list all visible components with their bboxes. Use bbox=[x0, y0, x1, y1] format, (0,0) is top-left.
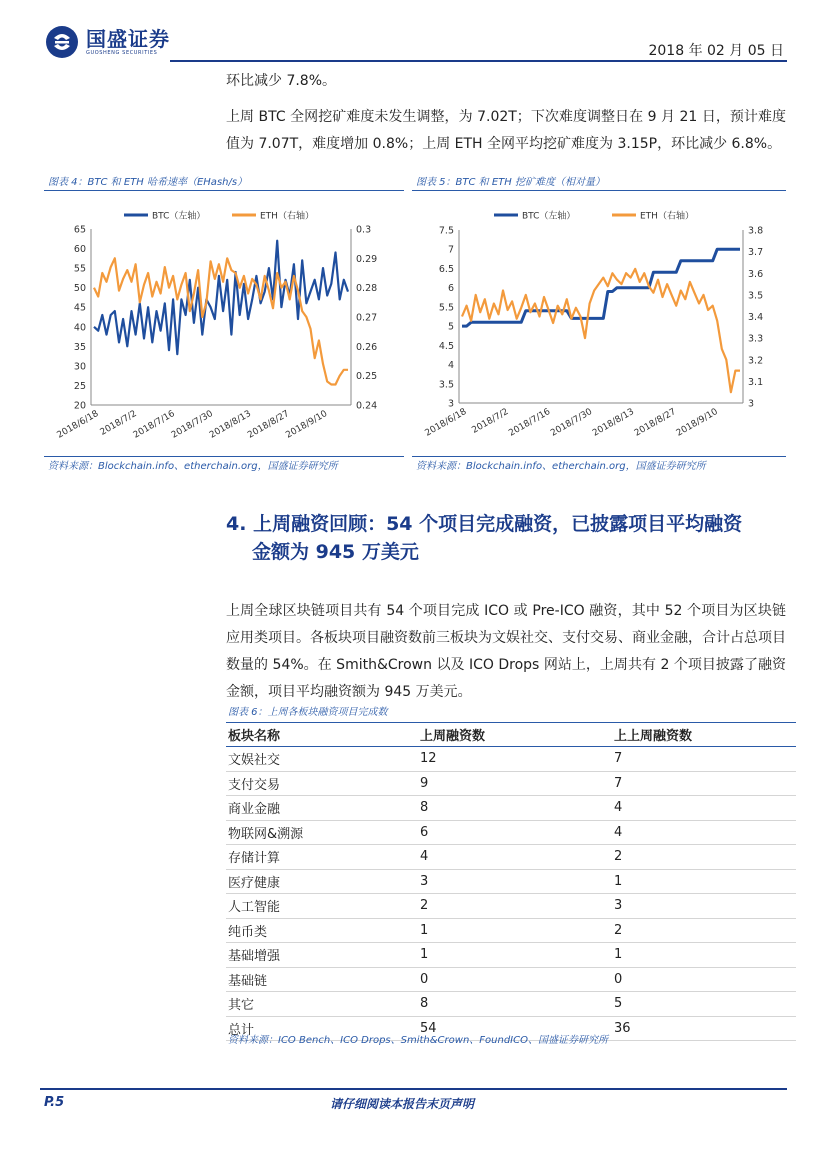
financing-table-wrap bbox=[226, 722, 796, 1041]
cell-prev-week: 2 bbox=[612, 845, 796, 870]
y-left-tick-label: 40 bbox=[73, 322, 86, 334]
section-heading bbox=[226, 510, 796, 566]
cell-sector: 基础增强 bbox=[226, 943, 418, 968]
cell-sector: 总计 bbox=[226, 1016, 418, 1041]
cell-last-week: 1 bbox=[418, 918, 612, 943]
x-tick-label: 2018/9/10 bbox=[284, 408, 330, 441]
y-left-tick-label: 3 bbox=[447, 398, 454, 410]
y-right-tick-label: 0.26 bbox=[356, 341, 378, 353]
header-last-week: 上周融资数 bbox=[418, 723, 612, 747]
cell-last-week: 1 bbox=[418, 943, 612, 968]
logo-icon bbox=[44, 24, 80, 60]
table-row bbox=[226, 992, 796, 1017]
y-right-tick-label: 0.28 bbox=[356, 283, 378, 295]
x-tick-label: 2018/7/2 bbox=[98, 408, 139, 438]
figure4-rule bbox=[44, 190, 404, 191]
btc-series-line bbox=[94, 241, 348, 355]
cell-sector: 人工智能 bbox=[226, 894, 418, 919]
cell-sector: 存储计算 bbox=[226, 845, 418, 870]
y-right-tick-label: 3 bbox=[748, 398, 755, 410]
section-number: 4. bbox=[226, 513, 247, 535]
financing-table bbox=[226, 722, 796, 1041]
cell-last-week: 4 bbox=[418, 845, 612, 870]
cell-prev-week: 36 bbox=[612, 1016, 796, 1041]
y-left-tick-label: 6.5 bbox=[438, 263, 454, 275]
footer-disclaimer: 请仔细阅读本报告末页声明 bbox=[330, 1097, 475, 1111]
y-right-tick-label: 0.24 bbox=[356, 400, 378, 412]
cell-sector: 文娱社交 bbox=[226, 747, 418, 772]
y-left-tick-label: 60 bbox=[73, 244, 86, 256]
y-left-tick-label: 7 bbox=[447, 244, 454, 256]
y-left-tick-label: 65 bbox=[73, 224, 86, 236]
cell-prev-week: 7 bbox=[612, 747, 796, 772]
x-tick-label: 2018/8/13 bbox=[591, 406, 636, 439]
table6-title: 图表 6：上周各板块融资项目完成数 bbox=[228, 707, 388, 718]
intro-line: 环比减少 7.8%。 bbox=[226, 73, 337, 89]
cell-sector: 商业金融 bbox=[226, 796, 418, 821]
cell-prev-week: 4 bbox=[612, 796, 796, 821]
cell-last-week: 8 bbox=[418, 796, 612, 821]
x-tick-label: 2018/6/18 bbox=[423, 406, 469, 439]
cell-last-week: 9 bbox=[418, 771, 612, 796]
cell-prev-week: 0 bbox=[612, 967, 796, 992]
cell-sector: 纯币类 bbox=[226, 918, 418, 943]
table-row bbox=[226, 918, 796, 943]
cell-prev-week: 7 bbox=[612, 771, 796, 796]
table-row bbox=[226, 747, 796, 772]
y-left-tick-label: 25 bbox=[73, 380, 86, 392]
table-row bbox=[226, 820, 796, 845]
y-left-tick-label: 4 bbox=[447, 360, 454, 372]
figure5-source: 资料来源：Blockchain.info、etherchain.org，国盛证券研究所 bbox=[416, 461, 706, 472]
logo-subtitle: GUOSHENG SECURITIES bbox=[86, 49, 158, 56]
table-row bbox=[226, 943, 796, 968]
section-title-line2: 金额为 945 万美元 bbox=[252, 541, 419, 563]
cell-prev-week: 1 bbox=[612, 869, 796, 894]
footer-divider bbox=[40, 1088, 787, 1090]
header-divider bbox=[170, 60, 787, 62]
y-left-tick-label: 45 bbox=[73, 302, 86, 314]
eth-series-line bbox=[462, 269, 740, 392]
y-right-tick-label: 3.5 bbox=[748, 290, 764, 302]
legend-label: BTC（左轴） bbox=[152, 211, 206, 222]
y-right-tick-label: 3.8 bbox=[748, 225, 764, 237]
cell-sector: 医疗健康 bbox=[226, 869, 418, 894]
table-row bbox=[226, 894, 796, 919]
cell-last-week: 6 bbox=[418, 820, 612, 845]
cell-sector: 物联网&溯源 bbox=[226, 820, 418, 845]
intro-paragraph: 上周 BTC 全网挖矿难度未发生调整，为 7.02T；下次难度调整日在 9 月 21 日，预计难度值为 7.07T，难度增加 0.8%；上周 ETH 全网平均挖矿难度为 3.15P，环比减少 6.8%。 bbox=[226, 109, 786, 152]
y-left-tick-label: 50 bbox=[73, 283, 86, 295]
eth-series-line bbox=[94, 258, 348, 384]
y-right-tick-label: 3.4 bbox=[748, 312, 764, 323]
cell-prev-week: 5 bbox=[612, 992, 796, 1017]
x-tick-label: 2018/8/13 bbox=[208, 408, 253, 441]
x-tick-label: 2018/7/16 bbox=[131, 408, 177, 441]
header-prev-week: 上上周融资数 bbox=[612, 723, 796, 747]
difficulty-chart bbox=[412, 195, 786, 457]
table-header-row bbox=[226, 723, 796, 747]
table-row bbox=[226, 967, 796, 992]
report-date: 2018 年 02 月 05 日 bbox=[648, 43, 784, 59]
figure4-title: 图表 4：BTC 和 ETH 哈希速率（EHash/s） bbox=[48, 177, 248, 188]
company-logo bbox=[44, 24, 170, 60]
y-right-tick-label: 3.3 bbox=[748, 333, 764, 345]
logo-name: 国盛证券 bbox=[86, 26, 170, 51]
cell-sector: 其它 bbox=[226, 992, 418, 1017]
table-row bbox=[226, 771, 796, 796]
cell-prev-week: 4 bbox=[612, 820, 796, 845]
y-right-tick-label: 0.25 bbox=[356, 371, 378, 383]
y-left-tick-label: 55 bbox=[73, 263, 86, 275]
cell-last-week: 54 bbox=[418, 1016, 612, 1041]
table-row bbox=[226, 869, 796, 894]
cell-last-week: 2 bbox=[418, 894, 612, 919]
y-right-tick-label: 0.3 bbox=[356, 224, 372, 236]
x-tick-label: 2018/7/30 bbox=[169, 408, 215, 441]
y-right-tick-label: 3.7 bbox=[748, 247, 764, 259]
page-number: P.5 bbox=[44, 1095, 65, 1110]
cell-last-week: 12 bbox=[418, 747, 612, 772]
header-sector: 板块名称 bbox=[226, 723, 418, 747]
x-tick-label: 2018/9/10 bbox=[674, 406, 720, 439]
y-left-tick-label: 3.5 bbox=[438, 379, 454, 391]
cell-prev-week: 3 bbox=[612, 894, 796, 919]
y-left-tick-label: 6 bbox=[447, 283, 454, 295]
figure5-rule bbox=[412, 190, 786, 191]
x-tick-label: 2018/7/2 bbox=[470, 406, 511, 436]
y-right-tick-label: 3.6 bbox=[748, 268, 764, 280]
cell-sector: 基础链 bbox=[226, 967, 418, 992]
figure4-source: 资料来源：Blockchain.info、etherchain.org，国盛证券研究所 bbox=[48, 461, 338, 472]
x-tick-label: 2018/7/30 bbox=[549, 406, 595, 439]
hashrate-chart bbox=[44, 195, 404, 457]
y-left-tick-label: 7.5 bbox=[438, 225, 454, 237]
x-tick-label: 2018/7/16 bbox=[507, 406, 553, 439]
legend-label: ETH（右轴） bbox=[640, 211, 694, 222]
y-left-tick-label: 4.5 bbox=[438, 340, 454, 352]
legend-label: ETH（右轴） bbox=[260, 211, 314, 222]
figure5-title: 图表 5：BTC 和 ETH 挖矿难度（相对量） bbox=[416, 177, 605, 188]
y-right-tick-label: 0.27 bbox=[356, 312, 378, 324]
y-left-tick-label: 30 bbox=[73, 361, 86, 373]
cell-prev-week: 1 bbox=[612, 943, 796, 968]
table-row bbox=[226, 845, 796, 870]
section-body: 上周全球区块链项目共有 54 个项目完成 ICO 或 Pre-ICO 融资，其中 52 个项目为区块链应用类项目。各板块项目融资数前三板块为文娱社交、支付交易、商业金融，合计占总项目数量的 54%。在 Smith&Crown 以及 ICO Drops 网站上，上周共有 2 个项目披露了融资金额，项目平均融资额为 945 万美元。 bbox=[226, 603, 786, 700]
y-right-tick-label: 3.2 bbox=[748, 355, 764, 367]
cell-sector: 支付交易 bbox=[226, 771, 418, 796]
x-tick-label: 2018/8/27 bbox=[246, 408, 292, 441]
x-tick-label: 2018/8/27 bbox=[632, 406, 678, 439]
cell-last-week: 8 bbox=[418, 992, 612, 1017]
y-right-tick-label: 0.29 bbox=[356, 253, 378, 265]
cell-prev-week: 2 bbox=[612, 918, 796, 943]
y-left-tick-label: 20 bbox=[73, 400, 86, 412]
section-title-line1: 上周融资回顾：54 个项目完成融资，已披露项目平均融资 bbox=[253, 513, 743, 535]
table6-source: 资料来源：ICO Bench、ICO Drops、Smith&Crown、FoundICO、国盛证券研究所 bbox=[228, 1035, 608, 1046]
legend-label: BTC（左轴） bbox=[522, 211, 576, 222]
x-tick-label: 2018/6/18 bbox=[55, 408, 101, 441]
table-row bbox=[226, 796, 796, 821]
y-right-tick-label: 3.1 bbox=[748, 376, 764, 388]
btc-series-line bbox=[462, 249, 740, 326]
y-left-tick-label: 5 bbox=[447, 321, 454, 333]
cell-last-week: 3 bbox=[418, 869, 612, 894]
cell-last-week: 0 bbox=[418, 967, 612, 992]
y-left-tick-label: 35 bbox=[73, 341, 86, 353]
y-left-tick-label: 5.5 bbox=[438, 302, 454, 314]
